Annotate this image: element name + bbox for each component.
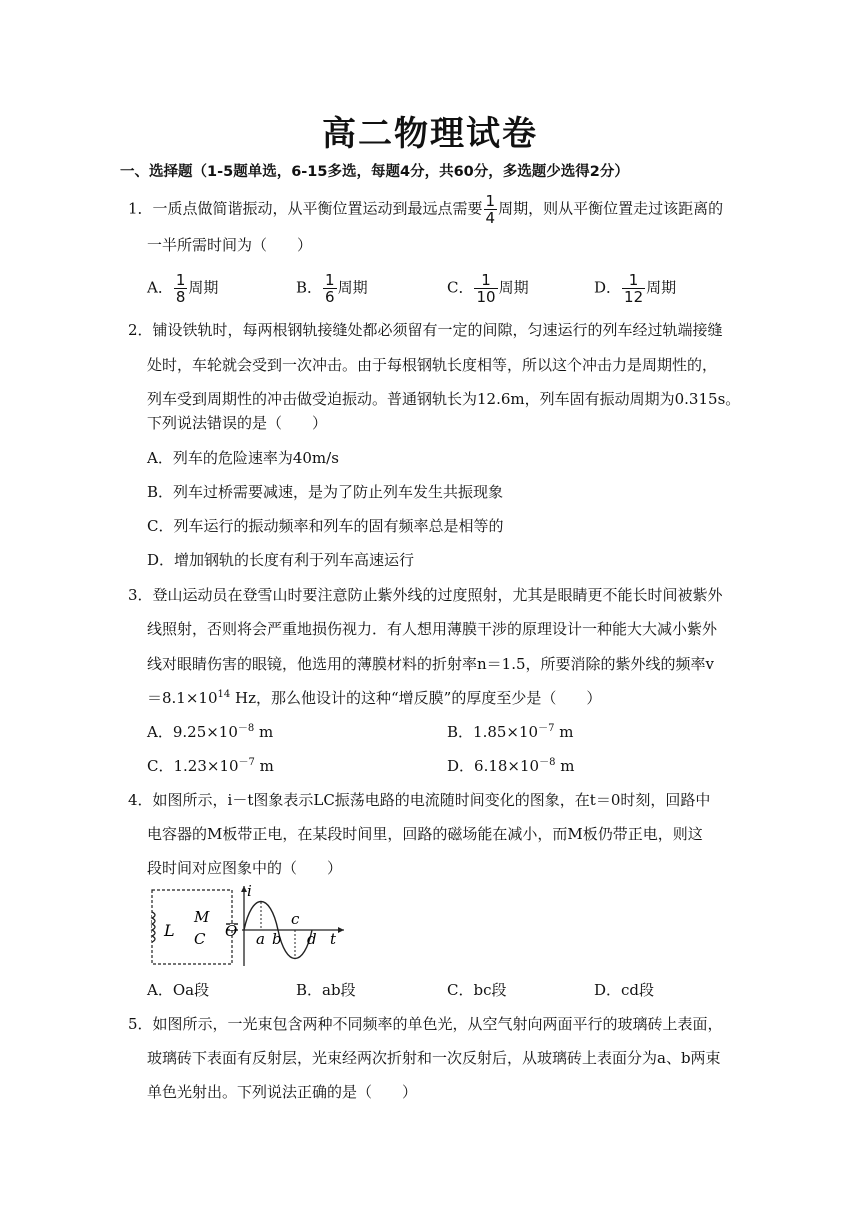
q1-option-b[interactable]: B． $\frac{1}{6}$ 周期 bbox=[296, 271, 368, 306]
q1-option-a[interactable]: A． $\frac{1}{8}$ 周期 bbox=[147, 271, 219, 306]
q2-stem-line-1: 2．铺设铁轨时，每两根钢轨接缝处都必须留有一定的间隙，匀速运行的列车经过轨端接缝 bbox=[128, 321, 723, 339]
q3-stem-line-3: 线对眼睛伤害的眼镜，他选用的薄膜材料的折射率n＝1.5，所要消除的紫外线的频率v bbox=[147, 655, 714, 673]
label-b: b bbox=[272, 930, 282, 948]
q2-stem-line-3: 列车受到周期性的冲击做受迫振动。普通钢轨长为12.6m，列车固有振动周期为0.315s。 bbox=[147, 390, 741, 408]
label-a: a bbox=[256, 930, 265, 948]
label-t: t bbox=[330, 930, 337, 948]
q1-stem-text-a: 1．一质点做简谐振动，从平衡位置运动到最远点需要 bbox=[128, 199, 483, 218]
q1-option-c[interactable]: C． $\frac{1}{10}$ 周期 bbox=[447, 271, 529, 306]
q3-option-b[interactable]: B．$1.85\times 10^{-7}$ m bbox=[447, 723, 574, 741]
q5-stem-line-3: 单色光射出。下列说法正确的是（ ） bbox=[147, 1083, 418, 1101]
q2-stem-line-2: 处时，车轮就会受到一次冲击。由于每根钢轨长度相等，所以这个冲击力是周期性的， bbox=[147, 356, 718, 374]
q4-option-b[interactable]: B．ab段 bbox=[296, 981, 356, 999]
q4-option-d[interactable]: D．cd段 bbox=[594, 981, 655, 999]
q4-stem-line-1: 4．如图所示，i－t图象表示LC振荡电路的电流随时间变化的图象，在t＝0时刻，回路中 bbox=[128, 791, 711, 809]
q1-stem-line-2: 一半所需时间为（ ） bbox=[147, 236, 313, 254]
q1-option-d[interactable]: D． $\frac{1}{12}$ 周期 bbox=[594, 271, 677, 306]
q3-option-a[interactable]: A．$9.25\times 10^{-8}$ m bbox=[147, 723, 274, 741]
inductor-coil bbox=[152, 912, 155, 942]
page-title: 高二物理试卷 bbox=[322, 114, 538, 154]
label-d: d bbox=[307, 930, 317, 948]
label-i: i bbox=[247, 884, 252, 900]
q4-option-c[interactable]: C．bc段 bbox=[447, 981, 507, 999]
q4-option-a[interactable]: A．Oa段 bbox=[147, 981, 210, 999]
label-o: O bbox=[225, 922, 238, 940]
section-heading: 一、选择题（1-5题单选，6-15多选，每题4分，共60分，多选题少选得2分） bbox=[120, 164, 629, 180]
q3-option-c[interactable]: C．$1.23\times 10^{-7}$ m bbox=[147, 757, 274, 775]
q4-stem-line-2: 电容器的M板带正电，在某段时间里，回路的磁场能在减小，而M板仍带正电，则这 bbox=[147, 825, 703, 843]
q2-option-a[interactable]: A．列车的危险速率为40m/s bbox=[147, 449, 339, 467]
q5-stem-line-2: 玻璃砖下表面有反射层，光束经两次折射和一次反射后，从玻璃砖上表面分为a、b两束 bbox=[147, 1049, 721, 1067]
lc-circuit-figure bbox=[148, 884, 348, 968]
q1-stem-text-b: 周期，则从平衡位置走过该距离的 bbox=[498, 199, 724, 218]
label-m: M bbox=[194, 908, 210, 926]
q3-option-d[interactable]: D．$6.18\times 10^{-8}$ m bbox=[447, 757, 575, 775]
label-l: L bbox=[164, 921, 175, 940]
q2-option-b[interactable]: B．列车过桥需要减速，是为了防止列车发生共振现象 bbox=[147, 483, 504, 501]
q3-stem-line-2: 线照射，否则将会严重地损伤视力．有人想用薄膜干涉的原理设计一种能大大减小紫外 bbox=[147, 620, 718, 638]
label-c-point: c bbox=[291, 910, 300, 928]
q3-stem-line-4: $=8.1\times 10^{14}$ Hz，那么他设计的这种“增反膜”的厚度至少是（ ） bbox=[147, 689, 602, 707]
q2-stem-line-4: 下列说法错误的是（ ） bbox=[147, 414, 328, 432]
label-c: C bbox=[194, 930, 206, 948]
q3-stem-line-1: 3．登山运动员在登雪山时要注意防止紫外线的过度照射，尤其是眼睛更不能长时间被紫外 bbox=[128, 586, 723, 604]
q4-stem-line-3: 段时间对应图象中的（ ） bbox=[147, 859, 343, 877]
q1-fraction: $\frac{1}{4}$ bbox=[485, 192, 496, 227]
q2-option-c[interactable]: C．列车运行的振动频率和列车的固有频率总是相等的 bbox=[147, 517, 504, 535]
q5-stem-line-1: 5．如图所示，一光束包含两种不同频率的单色光，从空气射向两面平行的玻璃砖上表面， bbox=[128, 1015, 723, 1033]
q1-stem-line-1 bbox=[128, 193, 723, 226]
q2-option-d[interactable]: D．增加钢轨的长度有利于列车高速运行 bbox=[147, 551, 415, 569]
